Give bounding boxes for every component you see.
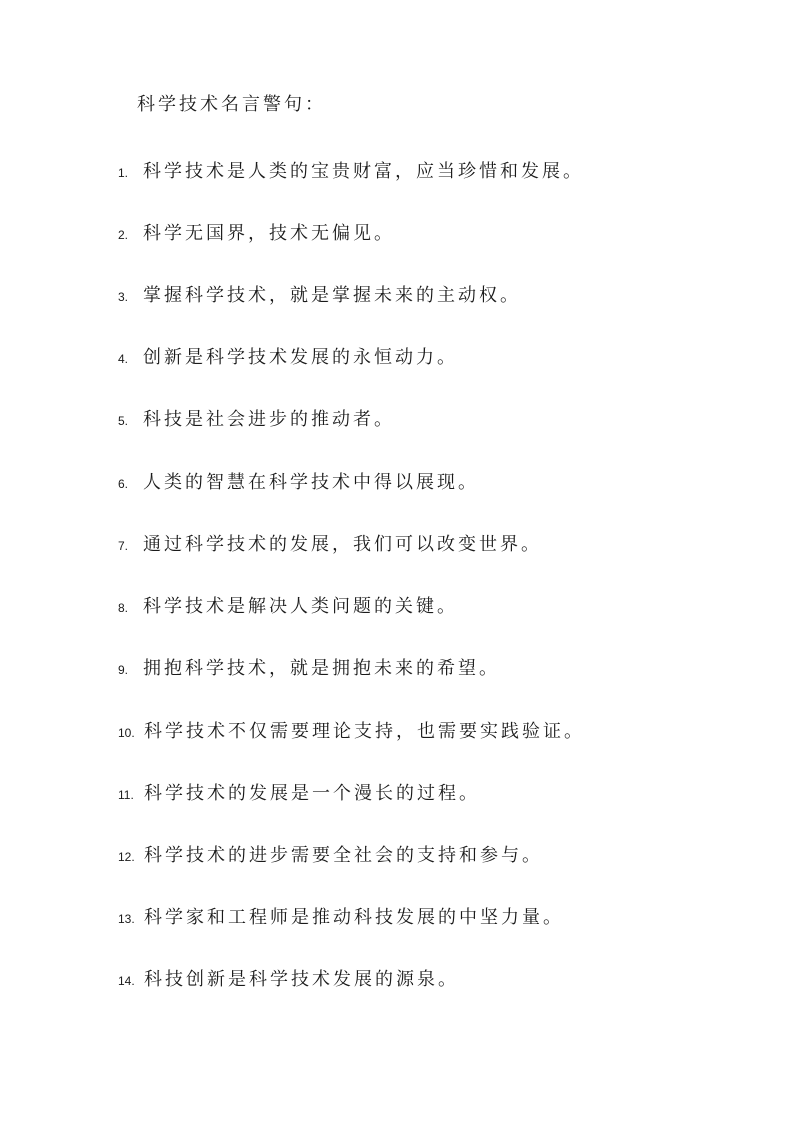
item-text: 科学技术的发展是一个漫长的过程。	[144, 783, 480, 804]
item-text: 掌握科学技术，就是掌握未来的主动权。	[143, 285, 521, 306]
item-number: 3.	[118, 290, 129, 304]
item-number: 10.	[118, 726, 135, 740]
item-number: 8.	[118, 601, 129, 615]
item-number: 5.	[118, 414, 129, 428]
item-number: 11.	[118, 788, 134, 802]
item-text: 科学技术的进步需要全社会的支持和参与。	[144, 845, 543, 866]
list-item	[118, 408, 395, 432]
item-text: 科学家和工程师是推动科技发展的中坚力量。	[144, 907, 564, 928]
item-text: 通过科学技术的发展，我们可以改变世界。	[143, 534, 542, 555]
list-item	[118, 222, 395, 246]
item-number: 1.	[118, 166, 129, 180]
list-item	[118, 782, 480, 806]
list-item	[118, 471, 479, 495]
list-item	[118, 844, 543, 868]
item-number: 12.	[118, 850, 135, 864]
item-number: 14.	[118, 974, 135, 988]
item-text: 人类的智慧在科学技术中得以展现。	[143, 472, 479, 493]
list-item	[118, 284, 521, 308]
item-text: 科技是社会进步的推动者。	[143, 409, 395, 430]
item-number: 13.	[118, 912, 135, 926]
list-item	[118, 533, 542, 557]
list-item	[118, 346, 458, 370]
list-item	[118, 720, 585, 744]
list-item	[118, 595, 458, 619]
item-number: 9.	[118, 663, 129, 677]
list-item	[118, 160, 584, 184]
item-text: 科学技术是人类的宝贵财富，应当珍惜和发展。	[143, 161, 584, 182]
item-text: 科学技术不仅需要理论支持，也需要实践验证。	[144, 721, 585, 742]
list-item	[118, 968, 459, 992]
document-title: 科学技术名言警句：	[137, 94, 326, 115]
item-text: 创新是科学技术发展的永恒动力。	[143, 347, 458, 368]
list-item	[118, 906, 564, 930]
item-text: 科学技术是解决人类问题的关键。	[143, 596, 458, 617]
item-number: 4.	[118, 352, 129, 366]
list-item	[118, 657, 500, 681]
item-number: 6.	[118, 477, 129, 491]
item-text: 科技创新是科学技术发展的源泉。	[144, 969, 459, 990]
item-text: 科学无国界，技术无偏见。	[143, 223, 395, 244]
item-number: 7.	[118, 539, 129, 553]
item-text: 拥抱科学技术，就是拥抱未来的希望。	[143, 658, 500, 679]
item-number: 2.	[118, 228, 129, 242]
